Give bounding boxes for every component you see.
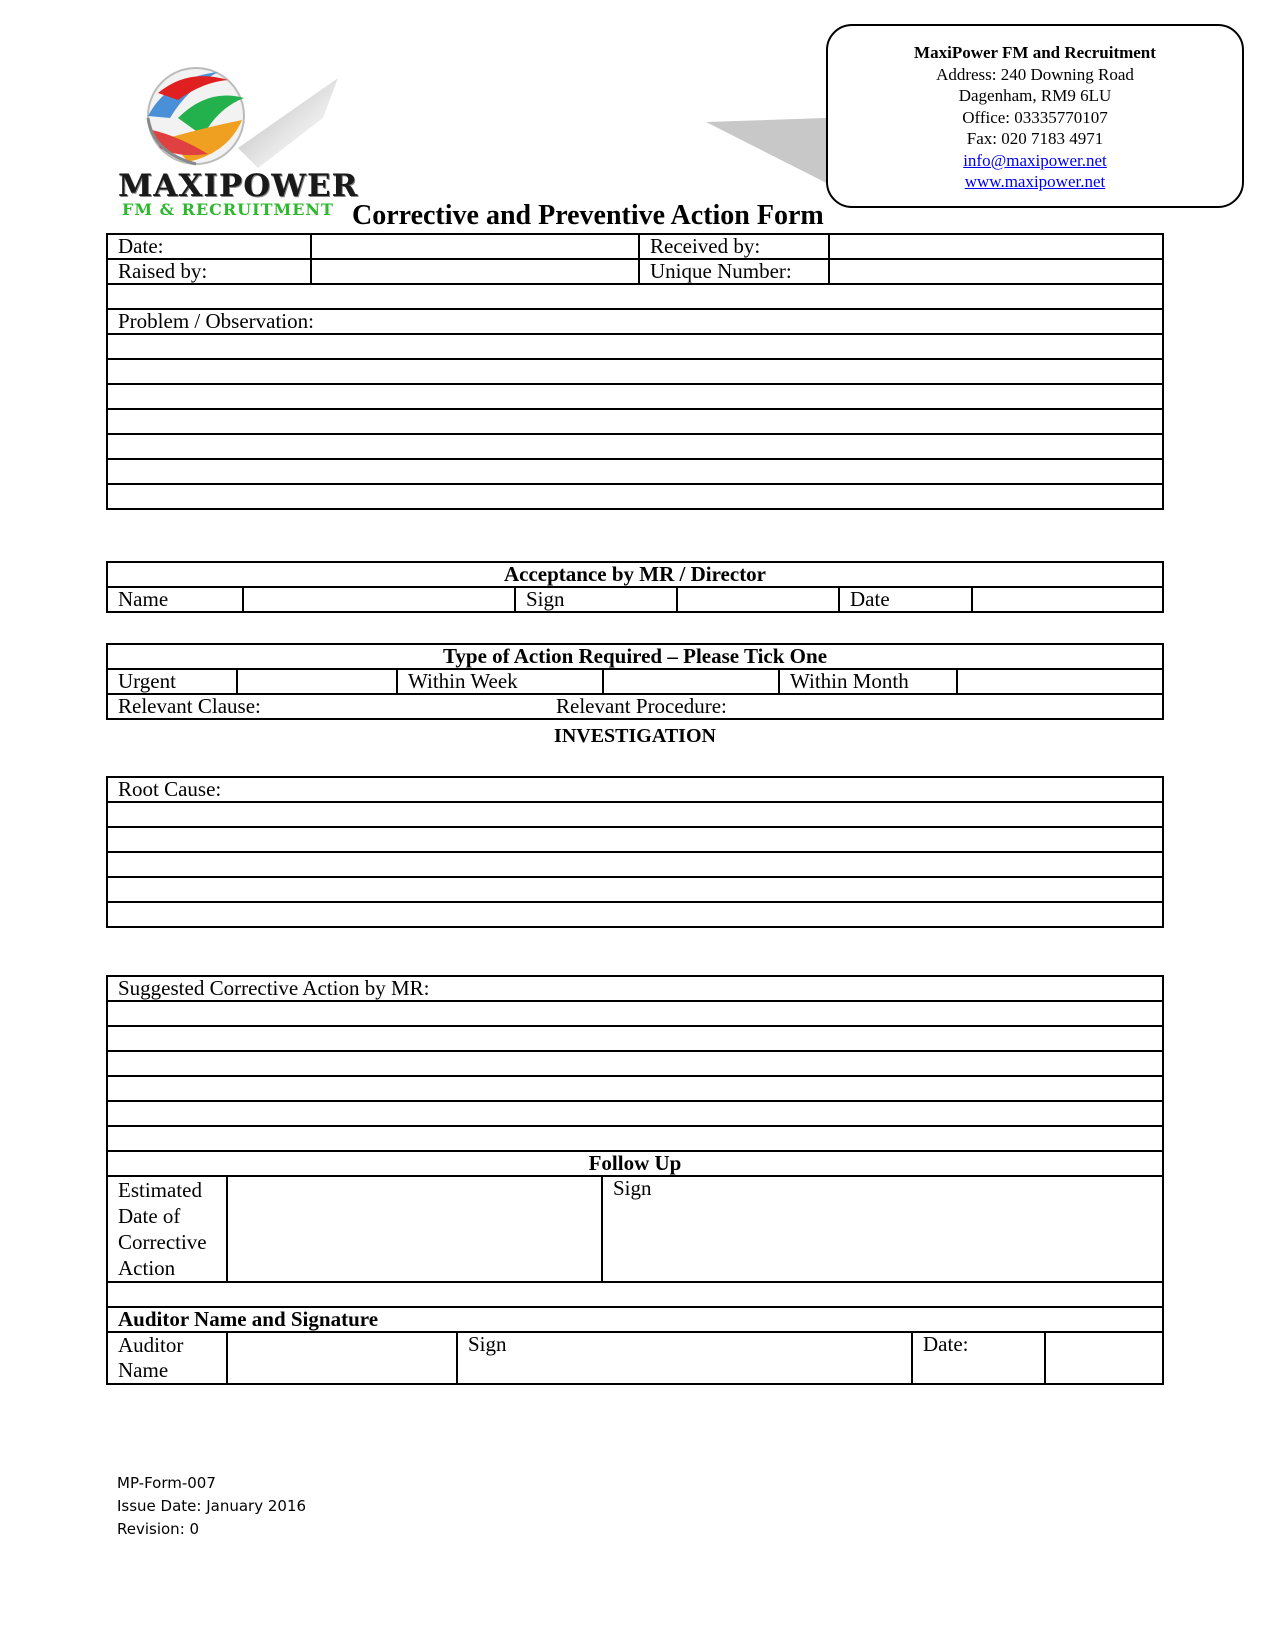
auditor-date-field[interactable] — [1045, 1332, 1163, 1384]
corrective-action-line[interactable] — [107, 1101, 1163, 1126]
date-label: Date: — [107, 234, 311, 259]
corrective-action-line[interactable] — [107, 1001, 1163, 1026]
root-cause-line[interactable] — [107, 877, 1163, 902]
address-line1: Address: 240 Downing Road — [936, 64, 1134, 84]
office-phone: Office: 03335770107 — [962, 107, 1108, 127]
problem-line[interactable] — [107, 459, 1163, 484]
form-number: MP-Form-007 — [117, 1474, 216, 1492]
raised-by-label: Raised by: — [107, 259, 311, 284]
within-month-label: Within Month — [779, 669, 957, 694]
acceptance-date-label: Date — [839, 587, 972, 612]
root-cause-line[interactable] — [107, 902, 1163, 927]
within-week-tick-box[interactable] — [603, 669, 779, 694]
form-title: Corrective and Preventive Action Form — [352, 200, 824, 231]
root-cause-table — [106, 776, 1164, 928]
corrective-action-line[interactable] — [107, 1076, 1163, 1101]
acceptance-heading: Acceptance by MR / Director — [107, 562, 1163, 587]
auditor-name-label: Auditor Name — [107, 1332, 227, 1384]
estimated-date-field[interactable] — [227, 1176, 602, 1282]
auditor-date-label: Date: — [912, 1332, 1045, 1384]
received-by-label: Received by: — [639, 234, 829, 259]
problem-line[interactable] — [107, 434, 1163, 459]
date-field[interactable] — [311, 234, 639, 259]
auditor-name-field[interactable] — [227, 1332, 457, 1384]
auditor-heading: Auditor Name and Signature — [107, 1307, 1163, 1332]
investigation-heading: INVESTIGATION — [554, 725, 716, 747]
acceptance-table — [106, 561, 1164, 613]
root-cause-label: Root Cause: — [107, 777, 1163, 802]
received-by-field[interactable] — [829, 234, 1163, 259]
acceptance-sign-field[interactable] — [677, 587, 839, 612]
problem-line[interactable] — [107, 334, 1163, 359]
form-footer — [117, 1472, 306, 1541]
acceptance-date-field[interactable] — [972, 587, 1163, 612]
root-cause-line[interactable] — [107, 852, 1163, 877]
within-month-tick-box[interactable] — [957, 669, 1163, 694]
auditor-sign-field[interactable] — [457, 1332, 912, 1384]
acceptance-name-label: Name — [107, 587, 243, 612]
problem-line[interactable] — [107, 484, 1163, 509]
corrective-action-table — [106, 975, 1164, 1385]
acceptance-sign-label: Sign — [515, 587, 677, 612]
revision: Revision: 0 — [117, 1520, 200, 1538]
address-line2: Dagenham, RM9 6LU — [958, 86, 1112, 105]
estimated-date-label: Estimated Date of Corrective Action — [107, 1176, 227, 1282]
unique-number-label: Unique Number: — [639, 259, 829, 284]
root-cause-line[interactable] — [107, 802, 1163, 827]
problem-line[interactable] — [107, 384, 1163, 409]
company-name: MaxiPower FM and Recruitment — [914, 43, 1156, 62]
suggested-corrective-action-label: Suggested Corrective Action by MR: — [107, 976, 1163, 1001]
globe-logo-icon — [108, 58, 448, 178]
logo-sub-text: FM & RECRUITMENT — [122, 200, 334, 219]
relevant-clause-procedure-row[interactable] — [107, 694, 1163, 719]
follow-up-heading: Follow Up — [107, 1151, 1163, 1176]
header-table — [106, 233, 1164, 510]
acceptance-name-field[interactable] — [243, 587, 515, 612]
action-type-table — [106, 643, 1164, 720]
root-cause-line[interactable] — [107, 827, 1163, 852]
logo-brand-text: MAXIPOWER — [118, 168, 359, 204]
email-link[interactable]: info@maxipower.net — [963, 150, 1107, 170]
within-week-label: Within Week — [397, 669, 603, 694]
relevant-procedure-label: Relevant Procedure: — [556, 694, 727, 718]
follow-up-sign-field[interactable] — [602, 1176, 1163, 1282]
blank-row — [107, 1282, 1163, 1307]
problem-line[interactable] — [107, 409, 1163, 434]
problem-observation-label: Problem / Observation: — [107, 309, 1163, 334]
blank-row — [107, 284, 1163, 309]
website-link[interactable]: www.maxipower.net — [964, 172, 1106, 191]
company-address-box — [826, 24, 1244, 208]
fax-number: Fax: 020 7183 4971 — [966, 129, 1104, 148]
follow-up-sign-label: Sign — [613, 1176, 652, 1200]
corrective-action-line[interactable] — [107, 1051, 1163, 1076]
action-type-heading: Type of Action Required – Please Tick One — [107, 644, 1163, 669]
corrective-action-line[interactable] — [107, 1126, 1163, 1151]
urgent-tick-box[interactable] — [237, 669, 397, 694]
corrective-action-line[interactable] — [107, 1026, 1163, 1051]
raised-by-field[interactable] — [311, 259, 639, 284]
auditor-sign-label: Sign — [468, 1332, 507, 1356]
unique-number-field[interactable] — [829, 259, 1163, 284]
issue-date: Issue Date: January 2016 — [117, 1497, 307, 1515]
relevant-clause-label: Relevant Clause: — [118, 694, 261, 718]
urgent-label: Urgent — [107, 669, 237, 694]
problem-line[interactable] — [107, 359, 1163, 384]
